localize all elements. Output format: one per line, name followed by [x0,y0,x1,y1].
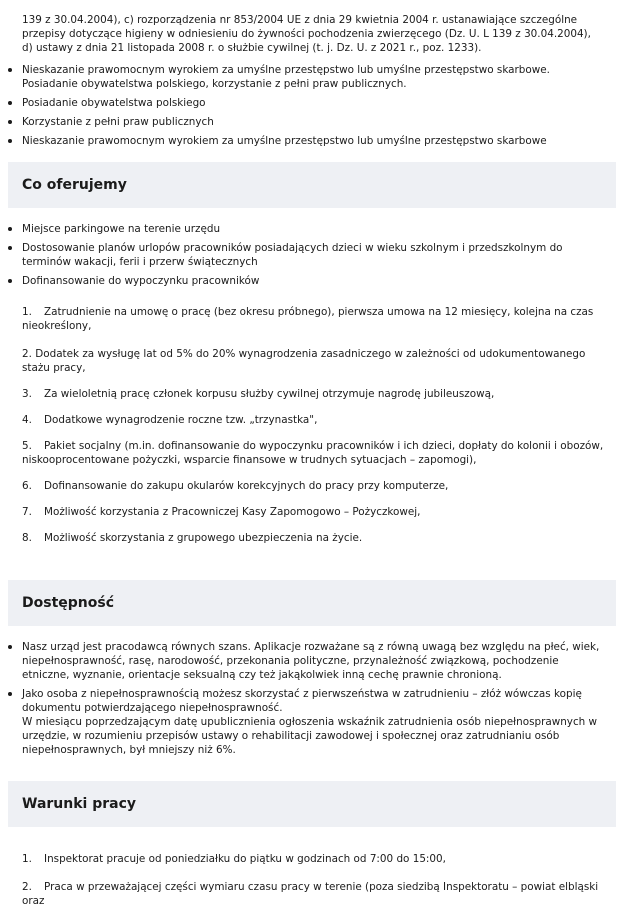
list-item: Miejsce parkingowe na terenie urzędu [0,222,600,236]
list-item: 3. Za wieloletnią pracę członek korpusu służby cywilnej otrzymuje nagrodę jubileuszową, [22,388,495,400]
benefits-list [0,305,612,557]
list-item: Korzystanie z pełni praw publicznych [0,115,600,129]
offer-list [0,222,600,293]
list-item: Nieskazanie prawomocnym wyrokiem za umyślne przestępstwo lub umyślne przestępstwo skarbowe. Posiadanie obywatelstwa polskiego, korzystanie z pełni praw publicznych. [0,63,600,91]
list-item: 8. Możliwość skorzystania z grupowego ubezpieczenia na życie. [22,532,363,544]
requirements-continuation [22,13,594,60]
list-item: Nieskazanie prawomocnym wyrokiem za umyślne przestępstwo lub umyślne przestępstwo skarbowe [0,134,600,148]
list-item: 6. Dofinansowanie do zakupu okularów korekcyjnych do pracy przy komputerze, [22,480,449,492]
list-item: Dofinansowanie do wypoczynku pracowników [0,274,600,288]
list-item: Nasz urząd jest pracodawcą równych szans. Aplikacje rozważane są z równą uwagą bez względu na płeć, wiek, niepełnosprawność, rasę, narodowość, przekonania polityczne, przynależność związkową, pochodzenie etniczne, wyznanie, orientacje seksualną czy też jakąkolwiek inną cechę prawnie chronioną. [0,640,600,682]
list-item: Dostosowanie planów urlopów pracowników posiadających dzieci w wieku szkolnym i przedszkolnym do terminów wakacji, ferii i przerw świątecznych [0,241,600,269]
list-item: 2. Praca w przeważającej części wymiaru czasu pracy w terenie (poza siedzibą Inspektoratu – powiat elbląski oraz [22,881,599,907]
requirements-list [0,63,600,153]
section-title-offer: Co oferujemy [8,162,616,208]
work-conditions-list [0,852,612,920]
section-title-work-conditions: Warunki pracy [8,781,616,827]
list-item: Jako osoba z niepełnosprawnością możesz skorzystać z pierwszeństwa w zatrudnieniu – złóż wówczas kopię dokumentu potwierdzającego niepełnosprawność. W miesiącu poprzedzającym datę upublicznienia ogłoszenia wskaźnik zatrudnienia osób niepełnosprawnych w urzędzie, w rozumieniu przepisów ustawy o rehabilitacji zawodowej i społecznej oraz zatrudnianiu osób niepełnosprawnych, był mniejszy niż 6%. [0,687,600,757]
list-item: 2. Dodatek za wysługę lat od 5% do 20% wynagrodzenia zasadniczego w zależności od udokumentowanego stażu pracy, [22,348,586,374]
list-item: 7. Możliwość korzystania z Pracowniczej Kasy Zapomogowo – Pożyczkowej, [22,506,421,518]
section-title-accessibility: Dostępność [8,580,616,626]
list-item: 4. Dodatkowe wynagrodzenie roczne tzw. „trzynastka", [22,414,318,426]
list-item: 1. Zatrudnienie na umowę o pracę (bez okresu próbnego), pierwsza umowa na 12 miesięcy, kolejna na czas nieokreślony, [22,306,594,332]
requirements-text: 139 z 30.04.2004), c) rozporządzenia nr 853/2004 UE z dnia 29 kwietnia 2004 r. ustanawiające szczególne przepisy dotyczące higieny w odniesieniu do żywności pochodzenia zwierzęcego (Dz. U. L 139 z 30.04.2004), d) ustawy z dnia 21 listopada 2008 r. o służbie cywilnej (t. j. Dz. U. z 2021 r., poz. 1233). [22,14,591,54]
accessibility-list [0,640,600,762]
list-item: Posiadanie obywatelstwa polskiego [0,96,600,110]
list-item: 5. Pakiet socjalny (m.in. dofinansowanie do wypoczynku pracowników i ich dzieci, dopłaty do kolonii i obozów, niskooprocentowane pożyczki, wsparcie finansowe w trudnych sytuacjach – zapomogi), [22,440,604,466]
list-item: 1. Inspektorat pracuje od poniedziałku do piątku w godzinach od 7:00 do 15:00, [22,853,446,865]
